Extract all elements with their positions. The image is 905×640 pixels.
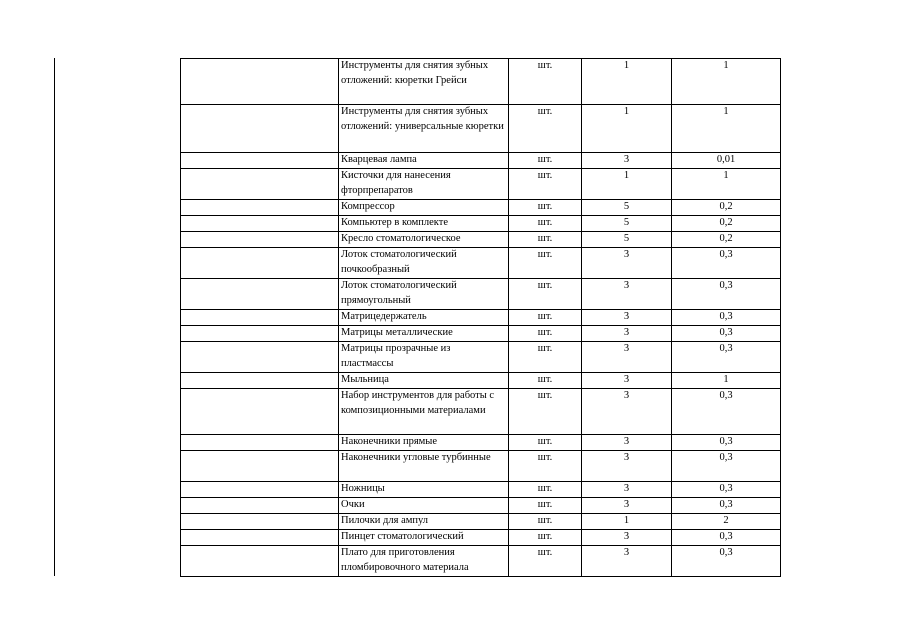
item-unit: шт. xyxy=(509,530,582,546)
item-name: Лоток стоматологический прямоугольный xyxy=(339,279,509,310)
item-name: Ножницы xyxy=(339,482,509,498)
item-quantity: 3 xyxy=(582,326,672,342)
item-coefficient: 0,3 xyxy=(672,326,781,342)
item-coefficient: 1 xyxy=(672,105,781,153)
item-unit: шт. xyxy=(509,435,582,451)
empty-cell xyxy=(181,514,339,530)
empty-cell xyxy=(181,498,339,514)
table-row xyxy=(181,373,781,389)
item-unit: шт. xyxy=(509,546,582,577)
item-quantity: 3 xyxy=(582,310,672,326)
empty-cell xyxy=(181,59,339,105)
item-quantity: 5 xyxy=(582,232,672,248)
item-name: Кресло стоматологическое xyxy=(339,232,509,248)
item-unit: шт. xyxy=(509,342,582,373)
empty-cell xyxy=(181,310,339,326)
item-name: Наконечники угловые турбинные xyxy=(339,451,509,482)
item-quantity: 3 xyxy=(582,279,672,310)
table-row xyxy=(181,153,781,169)
item-name: Лоток стоматологический почкообразный xyxy=(339,248,509,279)
item-coefficient: 2 xyxy=(672,514,781,530)
item-name: Кварцевая лампа xyxy=(339,153,509,169)
empty-cell xyxy=(181,435,339,451)
item-coefficient: 1 xyxy=(672,59,781,105)
empty-cell xyxy=(181,373,339,389)
empty-cell xyxy=(181,342,339,373)
item-quantity: 3 xyxy=(582,482,672,498)
item-quantity: 3 xyxy=(582,435,672,451)
table-row xyxy=(181,279,781,310)
item-name: Мыльница xyxy=(339,373,509,389)
item-coefficient: 0,2 xyxy=(672,232,781,248)
item-name: Очки xyxy=(339,498,509,514)
item-quantity: 3 xyxy=(582,389,672,435)
table-row xyxy=(181,451,781,482)
item-coefficient: 0,3 xyxy=(672,546,781,577)
item-coefficient: 1 xyxy=(672,169,781,200)
empty-cell xyxy=(181,546,339,577)
table-row xyxy=(181,216,781,232)
item-name: Пилочки для ампул xyxy=(339,514,509,530)
item-name: Матрицедержатель xyxy=(339,310,509,326)
empty-cell xyxy=(181,530,339,546)
item-quantity: 1 xyxy=(582,59,672,105)
item-quantity: 3 xyxy=(582,498,672,514)
item-unit: шт. xyxy=(509,216,582,232)
table-row xyxy=(181,435,781,451)
table-row xyxy=(181,482,781,498)
empty-cell xyxy=(181,326,339,342)
item-quantity: 1 xyxy=(582,105,672,153)
item-coefficient: 0,3 xyxy=(672,279,781,310)
item-coefficient: 0,3 xyxy=(672,451,781,482)
item-name: Плато для приготовления пломбировочного материала xyxy=(339,546,509,577)
item-name: Матрицы металлические xyxy=(339,326,509,342)
item-unit: шт. xyxy=(509,279,582,310)
table-row xyxy=(181,169,781,200)
item-unit: шт. xyxy=(509,482,582,498)
item-name: Матрицы прозрачные из пластмассы xyxy=(339,342,509,373)
item-unit: шт. xyxy=(509,514,582,530)
item-coefficient: 0,3 xyxy=(672,435,781,451)
empty-cell xyxy=(181,389,339,435)
item-unit: шт. xyxy=(509,59,582,105)
item-coefficient: 0,3 xyxy=(672,342,781,373)
left-margin-rule xyxy=(54,58,55,576)
item-quantity: 3 xyxy=(582,248,672,279)
empty-cell xyxy=(181,232,339,248)
item-unit: шт. xyxy=(509,153,582,169)
empty-cell xyxy=(181,216,339,232)
item-name: Кисточки для нанесения фторпрепаратов xyxy=(339,169,509,200)
empty-cell xyxy=(181,153,339,169)
item-unit: шт. xyxy=(509,326,582,342)
item-coefficient: 0,3 xyxy=(672,530,781,546)
table-row xyxy=(181,498,781,514)
item-unit: шт. xyxy=(509,498,582,514)
empty-cell xyxy=(181,105,339,153)
item-unit: шт. xyxy=(509,310,582,326)
item-quantity: 5 xyxy=(582,216,672,232)
table-row xyxy=(181,546,781,577)
item-unit: шт. xyxy=(509,105,582,153)
table-row xyxy=(181,59,781,105)
empty-cell xyxy=(181,169,339,200)
item-unit: шт. xyxy=(509,451,582,482)
item-name: Компрессор xyxy=(339,200,509,216)
item-coefficient: 0,3 xyxy=(672,498,781,514)
item-quantity: 3 xyxy=(582,530,672,546)
item-quantity: 3 xyxy=(582,451,672,482)
table-row xyxy=(181,232,781,248)
item-coefficient: 0,3 xyxy=(672,389,781,435)
empty-cell xyxy=(181,451,339,482)
item-name: Инструменты для снятия зубных отложений: кюретки Грейси xyxy=(339,59,509,105)
table-row xyxy=(181,530,781,546)
table-row xyxy=(181,326,781,342)
item-unit: шт. xyxy=(509,232,582,248)
table-row xyxy=(181,514,781,530)
item-unit: шт. xyxy=(509,200,582,216)
item-quantity: 5 xyxy=(582,200,672,216)
item-unit: шт. xyxy=(509,373,582,389)
item-name: Инструменты для снятия зубных отложений: универсальные кюретки xyxy=(339,105,509,153)
item-coefficient: 0,3 xyxy=(672,310,781,326)
empty-cell xyxy=(181,279,339,310)
equipment-table xyxy=(180,58,781,577)
table-row xyxy=(181,200,781,216)
empty-cell xyxy=(181,482,339,498)
item-name: Набор инструментов для работы с композиционными материалами xyxy=(339,389,509,435)
empty-cell xyxy=(181,248,339,279)
item-name: Наконечники прямые xyxy=(339,435,509,451)
table-row xyxy=(181,389,781,435)
table-row xyxy=(181,310,781,326)
item-quantity: 3 xyxy=(582,153,672,169)
item-coefficient: 1 xyxy=(672,373,781,389)
item-unit: шт. xyxy=(509,169,582,200)
item-coefficient: 0,2 xyxy=(672,216,781,232)
item-quantity: 3 xyxy=(582,546,672,577)
item-coefficient: 0,3 xyxy=(672,248,781,279)
item-name: Компьютер в комплекте xyxy=(339,216,509,232)
item-quantity: 3 xyxy=(582,373,672,389)
item-unit: шт. xyxy=(509,389,582,435)
item-quantity: 1 xyxy=(582,514,672,530)
item-quantity: 3 xyxy=(582,342,672,373)
item-coefficient: 0,01 xyxy=(672,153,781,169)
item-name: Пинцет стоматологический xyxy=(339,530,509,546)
table-row xyxy=(181,105,781,153)
table-row xyxy=(181,342,781,373)
table-row xyxy=(181,248,781,279)
item-unit: шт. xyxy=(509,248,582,279)
item-quantity: 1 xyxy=(582,169,672,200)
item-coefficient: 0,2 xyxy=(672,200,781,216)
empty-cell xyxy=(181,200,339,216)
item-coefficient: 0,3 xyxy=(672,482,781,498)
